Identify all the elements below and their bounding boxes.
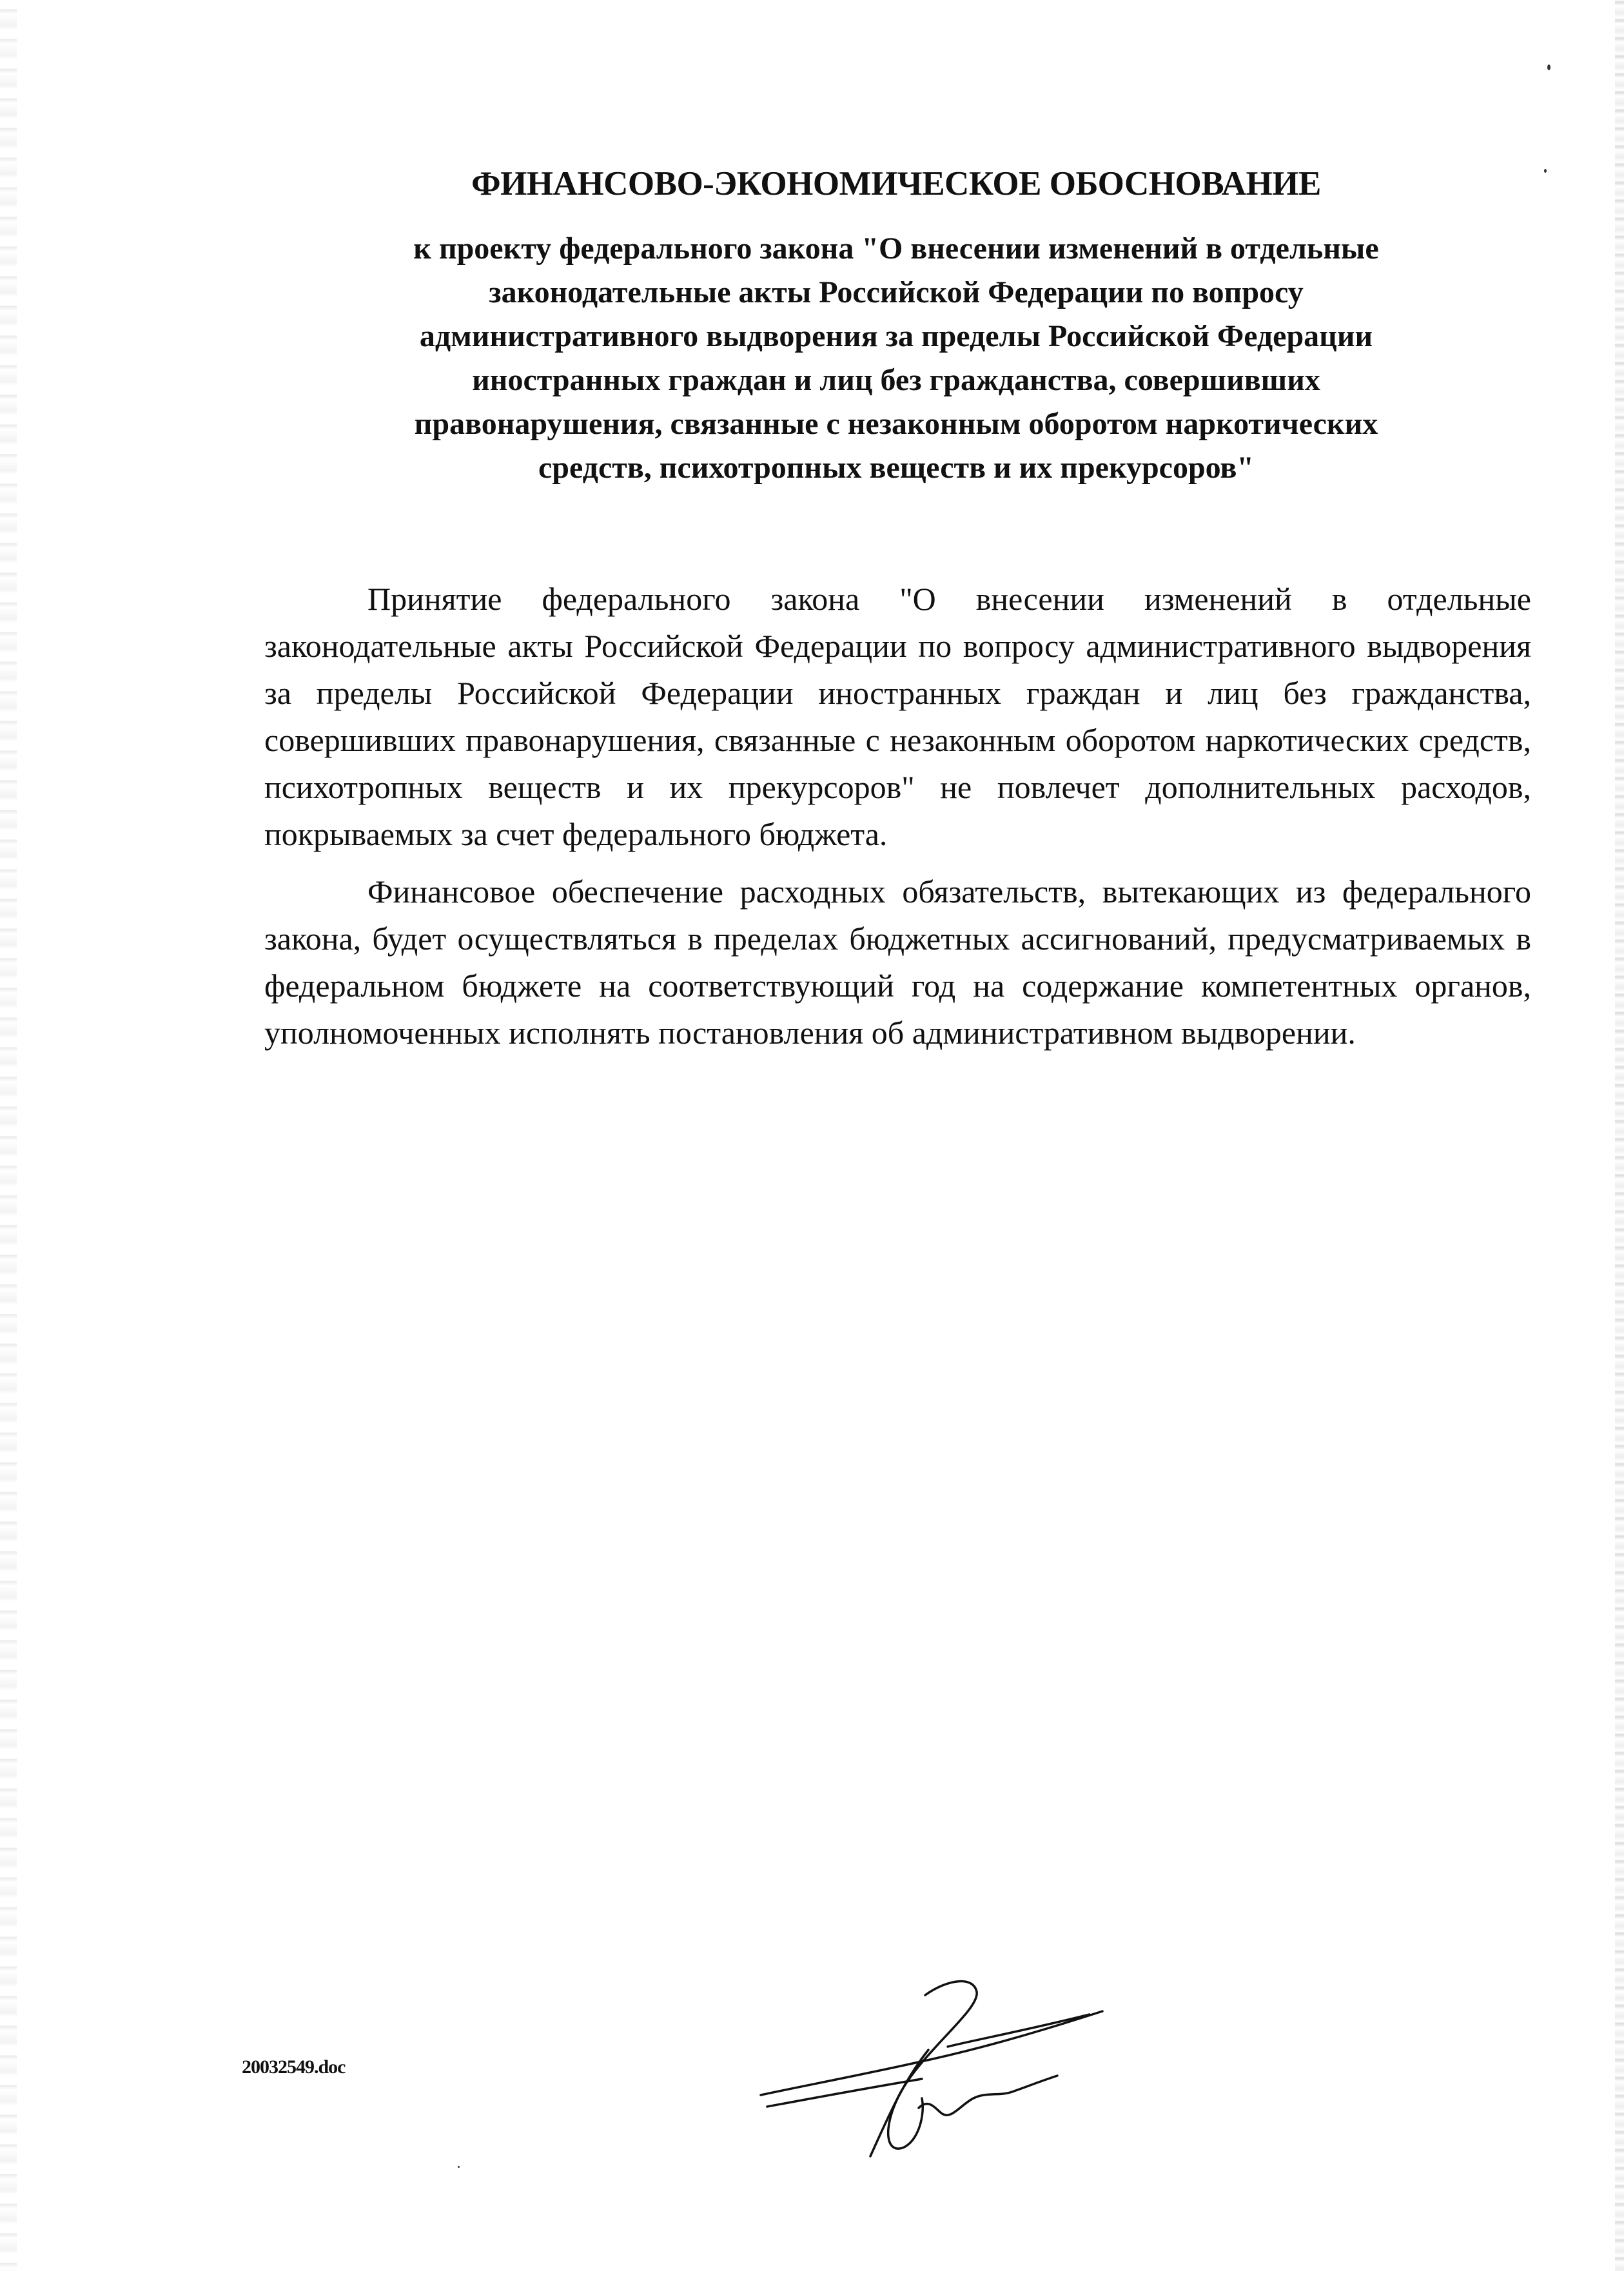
subtitle-line: средств, психотропных веществ и их прекурсоров" bbox=[538, 451, 1255, 485]
file-identifier: 20032549.doc bbox=[242, 2056, 346, 2078]
subtitle-line: законодательные акты Российской Федерации по вопросу bbox=[489, 275, 1304, 309]
body-paragraph: Принятие федерального закона "О внесении изменений в отдельные законодательные акты Российской Федерации по вопросу административного выдворения за пределы Российской Федерации иностранных граждан и лиц без гражданства, совершивших правонарушения, связанные с незаконным оборотом наркотических средств, психотропных веществ и их прекурсоров" не повлечет дополнительных расходов, покрываемых за счет федерального бюджета. bbox=[264, 581, 1531, 852]
document-title: ФИНАНСОВО-ЭКОНОМИЧЕСКОЕ ОБОСНОВАНИЕ bbox=[471, 165, 1321, 202]
handwritten-signature bbox=[754, 1960, 1115, 2179]
subtitle-line: иностранных граждан и лиц без гражданства, совершивших bbox=[472, 363, 1320, 397]
scan-edge-left bbox=[0, 0, 17, 2271]
document-body bbox=[264, 576, 1531, 1057]
document-subtitle bbox=[284, 227, 1509, 490]
scan-edge-right bbox=[1615, 0, 1624, 2271]
scan-speck bbox=[1544, 169, 1547, 173]
scan-speck bbox=[458, 2166, 460, 2168]
scan-speck bbox=[1547, 64, 1551, 70]
subtitle-line: правонарушения, связанные с незаконным оборотом наркотических bbox=[414, 407, 1378, 441]
subtitle-line: административного выдворения за пределы Российской Федерации bbox=[419, 319, 1373, 353]
body-paragraph: Финансовое обеспечение расходных обязательств, вытекающих из федерального закона, будет осуществляться в пределах бюджетных ассигнований, предусматриваемых в федеральном бюджете на соответствующий год на содержание компетентных органов, уполномоченных исполнять постановления об административном выдворении. bbox=[264, 873, 1531, 1051]
subtitle-line: к проекту федерального закона "О внесении изменений в отдельные bbox=[413, 231, 1379, 266]
